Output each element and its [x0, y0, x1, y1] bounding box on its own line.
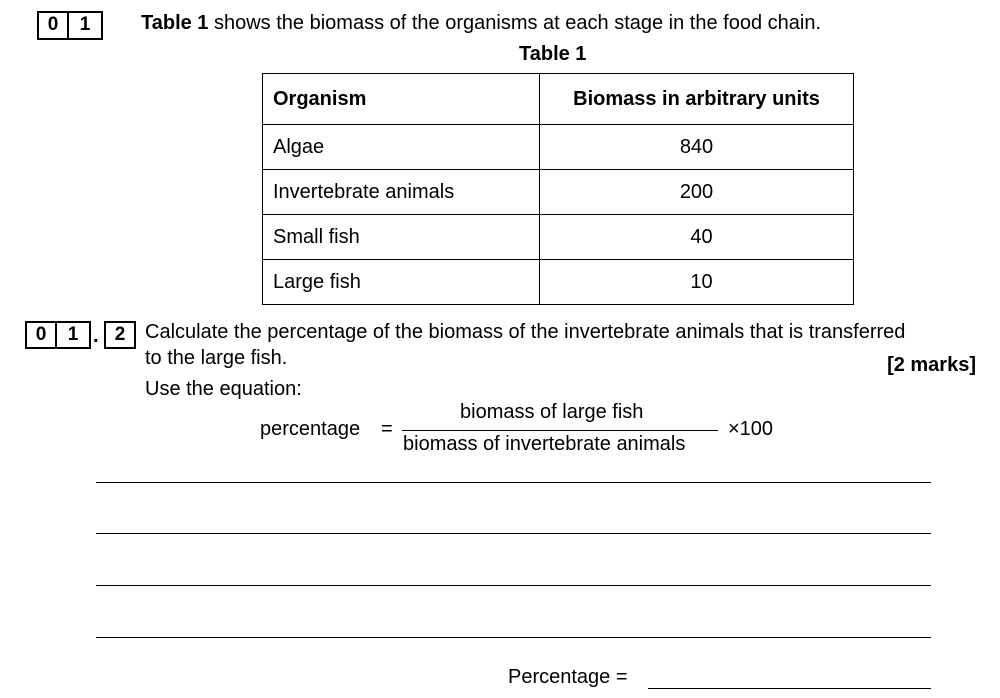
equation-multiplier: ×100: [728, 418, 774, 440]
equation-equals: =: [381, 418, 393, 440]
subquestion-number-digit: 2: [104, 321, 136, 349]
cell-biomass: 10: [540, 260, 854, 305]
cell-organism: Large fish: [263, 260, 540, 305]
answer-line[interactable]: [96, 482, 931, 483]
answer-line[interactable]: [96, 637, 931, 638]
cell-organism: Invertebrate animals: [263, 170, 540, 215]
cell-biomass: 840: [540, 125, 854, 170]
equation-lhs: percentage: [260, 418, 361, 440]
table-row: [263, 170, 854, 215]
cell-organism: Small fish: [263, 215, 540, 260]
equation-numerator: biomass of large fish: [460, 401, 644, 423]
subquestion-number-digit: 0: [25, 321, 57, 349]
intro-text: shows the biomass of the organisms at each stage in the food chain.: [208, 12, 822, 34]
cell-organism: Algae: [263, 125, 540, 170]
table-row: [263, 125, 854, 170]
subquestion-separator: .: [93, 325, 99, 347]
column-header-biomass: Biomass in arbitrary units: [540, 74, 854, 125]
table-row: [263, 215, 854, 260]
question-number-digit: 1: [67, 11, 103, 40]
fraction-bar: [402, 430, 718, 431]
question-intro: [141, 12, 821, 35]
percentage-answer-line[interactable]: [648, 688, 931, 689]
question-number-digit: 0: [37, 11, 69, 40]
table-header-row: [263, 74, 854, 125]
table-caption: Table 1: [519, 43, 587, 65]
column-header-organism: Organism: [263, 74, 540, 125]
intro-bold-ref: Table 1: [141, 12, 209, 34]
table-row: [263, 260, 854, 305]
biomass-table: [262, 73, 854, 305]
answer-label: Percentage =: [508, 666, 628, 688]
answer-line[interactable]: [96, 585, 931, 586]
answer-line[interactable]: [96, 533, 931, 534]
cell-biomass: 200: [540, 170, 854, 215]
subquestion-text-line2: to the large fish.: [145, 347, 288, 369]
equation-intro: Use the equation:: [145, 378, 302, 400]
subquestion-number-digit: 1: [55, 321, 91, 349]
cell-biomass: 40: [540, 215, 854, 260]
equation-denominator: biomass of invertebrate animals: [403, 433, 686, 455]
subquestion-text-line1: Calculate the percentage of the biomass of the invertebrate animals that is transferred: [145, 321, 906, 343]
marks-label: [2 marks]: [887, 354, 976, 376]
